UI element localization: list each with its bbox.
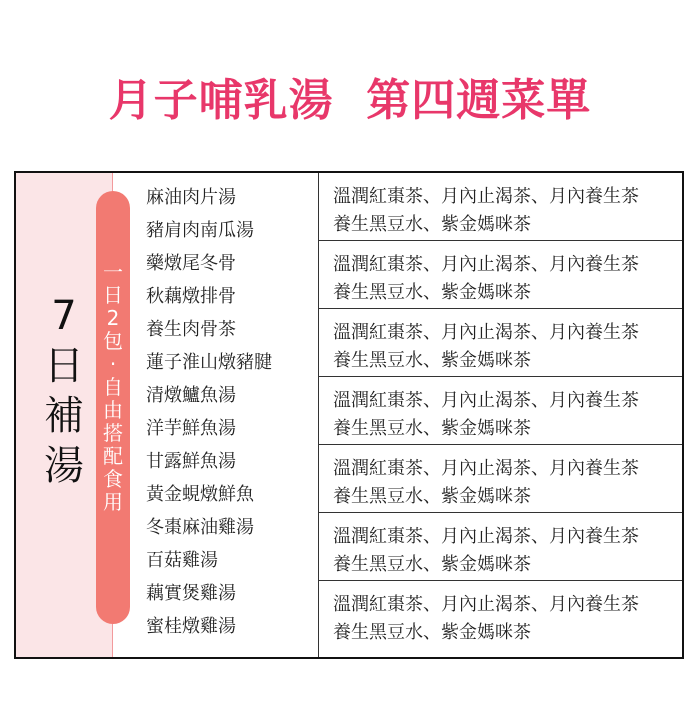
pill-char: 2 — [106, 306, 120, 330]
drink-line: 溫潤紅棗茶、月內止渴茶、月內養生茶 — [333, 390, 639, 411]
pill-char: · — [109, 352, 117, 376]
drink-row — [319, 377, 682, 445]
drink-row — [319, 445, 682, 513]
soup-item: 秋藕燉排骨 — [146, 286, 236, 307]
side-title-char: 補 — [44, 393, 84, 439]
soup-item: 百菇雞湯 — [146, 550, 218, 571]
usage-pill-label — [96, 261, 130, 514]
soup-list — [146, 181, 316, 643]
pill-char: 搭 — [103, 421, 123, 445]
drink-row — [319, 309, 682, 377]
pill-char: 配 — [103, 444, 123, 468]
drink-line: 養生黑豆水、紫金媽咪茶 — [333, 282, 531, 303]
side-title-char: 日 — [44, 343, 84, 389]
drink-line: 養生黑豆水、紫金媽咪茶 — [333, 622, 531, 643]
soup-item: 藕實煲雞湯 — [146, 583, 236, 604]
pill-char: 由 — [103, 398, 123, 422]
drink-line: 溫潤紅棗茶、月內止渴茶、月內養生茶 — [333, 186, 639, 207]
soup-item: 洋芋鮮魚湯 — [146, 418, 236, 439]
soup-item: 蜜桂燉雞湯 — [146, 616, 236, 637]
drink-line: 養生黑豆水、紫金媽咪茶 — [333, 214, 531, 235]
drink-line: 養生黑豆水、紫金媽咪茶 — [333, 554, 531, 575]
page-title: 月子哺乳湯 第四週菜單 — [108, 75, 592, 126]
soup-item: 麻油肉片湯 — [146, 187, 236, 208]
side-title-char: 湯 — [44, 443, 84, 489]
drink-line: 溫潤紅棗茶、月內止渴茶、月內養生茶 — [333, 322, 639, 343]
drink-row — [319, 513, 682, 581]
soup-item: 養生肉骨茶 — [146, 319, 236, 340]
pill-char: 食 — [103, 467, 123, 491]
pill-char: 包 — [103, 329, 123, 353]
drink-line: 養生黑豆水、紫金媽咪茶 — [333, 486, 531, 507]
soup-item: 甘露鮮魚湯 — [146, 451, 236, 472]
soup-item: 清燉鱸魚湯 — [146, 385, 236, 406]
pill-char: 用 — [103, 490, 123, 514]
drink-row — [319, 173, 682, 241]
menu-table — [14, 171, 684, 659]
drink-line: 溫潤紅棗茶、月內止渴茶、月內養生茶 — [333, 458, 639, 479]
drink-line: 養生黑豆水、紫金媽咪茶 — [333, 350, 531, 371]
soup-item: 蓮子淮山燉豬腱 — [146, 352, 272, 373]
pill-char: 自 — [103, 375, 123, 399]
pill-char: 一 — [103, 260, 123, 284]
drink-row — [319, 241, 682, 309]
pill-char: 日 — [103, 283, 123, 307]
soup-item: 黃金蜆燉鮮魚 — [146, 484, 254, 505]
drink-rows — [319, 173, 682, 657]
soup-item: 豬肩肉南瓜湯 — [146, 220, 254, 241]
drink-line: 養生黑豆水、紫金媽咪茶 — [333, 418, 531, 439]
drink-line: 溫潤紅棗茶、月內止渴茶、月內養生茶 — [333, 526, 639, 547]
soup-item: 冬棗麻油雞湯 — [146, 517, 254, 538]
drink-line: 溫潤紅棗茶、月內止渴茶、月內養生茶 — [333, 594, 639, 615]
side-title-char: 7 — [51, 293, 77, 339]
drink-row — [319, 581, 682, 649]
drink-line: 溫潤紅棗茶、月內止渴茶、月內養生茶 — [333, 254, 639, 275]
soup-item: 藥燉尾冬骨 — [146, 253, 236, 274]
